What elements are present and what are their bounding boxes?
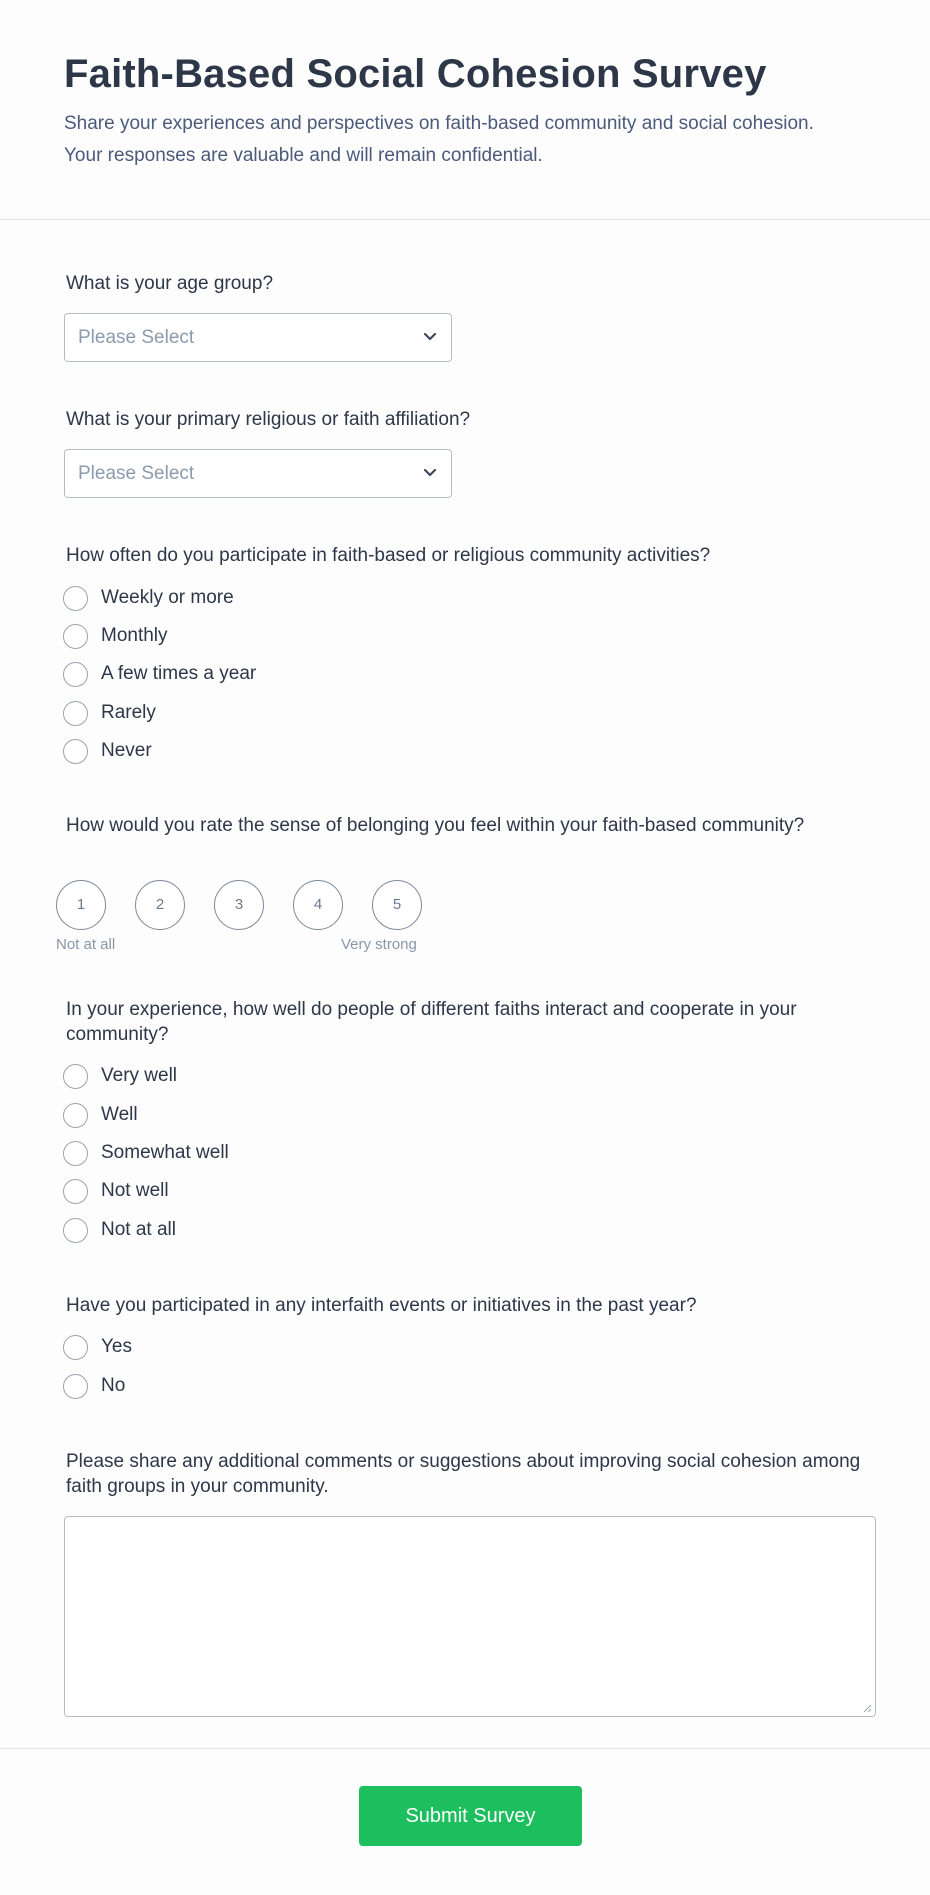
radio-button[interactable] (63, 701, 88, 726)
radio-button[interactable] (63, 586, 88, 611)
affiliation-select[interactable] (64, 449, 452, 498)
radio-button[interactable] (63, 1218, 88, 1243)
radio-label: Yes (101, 1336, 132, 1357)
page-subtitle: Share your experiences and perspectives on faith-based community and social cohesion. Your responses are valuable and will remain confidential. (64, 113, 814, 166)
radio-button[interactable] (63, 1374, 88, 1399)
rating-max-label: Very strong (341, 936, 417, 953)
rating-button-5[interactable]: 5 (372, 880, 422, 930)
rating-min-label: Not at all (56, 936, 116, 953)
rating-button-4[interactable]: 4 (293, 880, 343, 930)
radio-label: Well (101, 1104, 138, 1125)
page-title: Faith-Based Social Cohesion Survey (64, 52, 767, 96)
radio-button[interactable] (63, 739, 88, 764)
question-participation-label: How often do you participate in faith-based or religious community activities? (66, 545, 711, 566)
radio-label: A few times a year (101, 663, 257, 684)
rating-button-2[interactable]: 2 (135, 880, 185, 930)
chevron-down-icon (421, 464, 439, 482)
radio-button[interactable] (63, 1064, 88, 1089)
question-affiliation-label: What is your primary religious or faith affiliation? (66, 409, 471, 430)
rating-button-3[interactable]: 3 (214, 880, 264, 930)
radio-button[interactable] (63, 1141, 88, 1166)
question-age-label: What is your age group? (66, 273, 274, 294)
question-interfaith-label: Have you participated in any interfaith events or initiatives in the past year? (66, 1295, 697, 1316)
resize-handle-icon[interactable] (862, 1703, 872, 1713)
radio-button[interactable] (63, 1179, 88, 1204)
radio-label: Somewhat well (101, 1142, 229, 1163)
radio-label: Weekly or more (101, 587, 234, 608)
radio-label: Very well (101, 1065, 178, 1086)
question-interaction-label: In your experience, how well do people of different faiths interact and cooperate in your community? (66, 999, 797, 1045)
radio-label: No (101, 1375, 126, 1396)
radio-label: Never (101, 740, 152, 761)
radio-label: Not well (101, 1180, 169, 1201)
radio-button[interactable] (63, 624, 88, 649)
radio-button[interactable] (63, 1335, 88, 1360)
survey-header (0, 0, 930, 220)
question-belonging-label: How would you rate the sense of belonging you feel within your faith-based community? (66, 815, 805, 836)
radio-label: Not at all (101, 1219, 176, 1240)
affiliation-select-value: Please Select (78, 463, 195, 484)
survey-footer (0, 1748, 930, 1895)
rating-button-1[interactable]: 1 (56, 880, 106, 930)
chevron-down-icon (421, 328, 439, 346)
radio-label: Rarely (101, 702, 156, 723)
radio-label: Monthly (101, 625, 168, 646)
radio-button[interactable] (63, 662, 88, 687)
question-comments-label: Please share any additional comments or suggestions about improving social cohesion among faith groups in your community. (66, 1451, 861, 1497)
submit-survey-button[interactable]: Submit Survey (359, 1786, 582, 1846)
age-group-select-value: Please Select (78, 327, 195, 348)
age-group-select[interactable] (64, 313, 452, 362)
radio-button[interactable] (63, 1103, 88, 1128)
comments-textarea[interactable] (64, 1516, 876, 1717)
